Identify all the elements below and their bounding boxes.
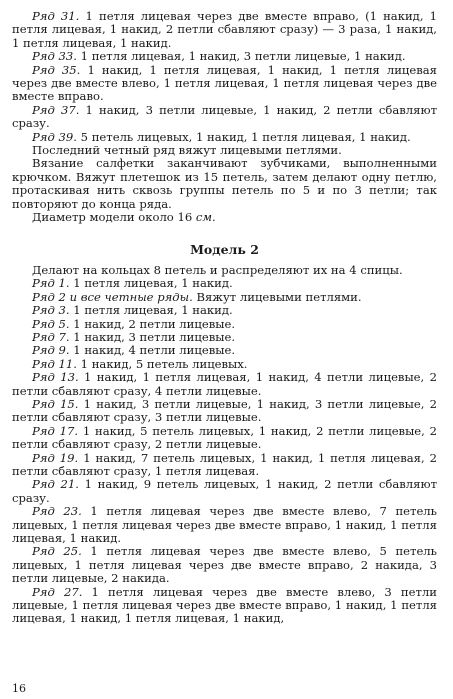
row-label: Ряд 35.: [32, 62, 81, 77]
row-21-paragraph: [12, 478, 437, 505]
row-35-paragraph: [12, 64, 437, 104]
row-text: 1 накид, 3 петли лицевые, 1 накид, 2 петли сбавляют сразу.: [12, 102, 437, 131]
row-15-paragraph: [12, 398, 437, 425]
diameter-unit: см.: [195, 210, 216, 225]
last-even-row-paragraph: [12, 144, 437, 157]
section-heading: Модель 2: [190, 241, 259, 257]
row-19-paragraph: [12, 452, 437, 479]
row-text: 1 петля лицевая, 1 накид.: [69, 303, 233, 318]
row-label: Ряд 2 и все четные ряды.: [32, 289, 193, 304]
intro-paragraph: [12, 264, 437, 277]
paragraph-text: Вязание салфетки заканчивают зубчиками, выполненными крючком. Вяжут плетешок из 15 петель, затем делают одну петлю, протаскивая нить сквозь группы петель по 5 и по 3 петли; так повторяют до конца ряда.: [12, 156, 437, 211]
row-text: 1 накид, 5 петель лицевых.: [76, 356, 248, 371]
row-5-paragraph: [12, 318, 437, 331]
row-text: 5 петель лицевых, 1 накид, 1 петля лицевая, 1 накид.: [76, 129, 411, 144]
diameter-text: Диаметр модели около 16: [32, 210, 196, 225]
row-text: 1 накид, 3 петли лицевые.: [69, 329, 235, 344]
row-label: Ряд 7.: [32, 329, 70, 344]
row-27-paragraph: [12, 586, 437, 626]
row-text: 1 петля лицевая через две вместе влево, 7 петель лицевых, 1 петля лицевая через две вместе вправо, 1 накид, 1 петля лицевая, 1 накид.: [12, 504, 437, 546]
row-label: Ряд 25.: [32, 544, 82, 559]
row-text: 1 петля лицевая через две вместе влево, 5 петель лицевых, 1 петля лицевая через две вместе вправо, 2 накида, 3 петли лицевые, 2 накида.: [12, 544, 437, 586]
row-label: Ряд 11.: [32, 356, 77, 371]
row-label: Ряд 17.: [32, 423, 79, 438]
page-number: 16: [12, 682, 26, 695]
row-31-paragraph: [12, 10, 437, 50]
row-text: 1 петля лицевая, 1 накид, 3 петли лицевые, 1 накид.: [76, 49, 406, 64]
row-text: 1 петля лицевая через две вместе вправо, (1 накид, 1 петля лицевая, 1 накид, 2 петли сбавляют сразу) — 3 раза, 1 накид, 1 петля лицевая, 1 накид.: [12, 9, 437, 50]
row-text: 1 петля лицевая через две вместе влево, 3 петли лицевые, 1 петля лицевая через две вместе вправо, 1 накид, 1 петля лицевая, 1 накид, 1 петля лицевая, 1 накид,: [12, 584, 437, 626]
row-text: 1 накид, 5 петель лицевых, 1 накид, 2 петли лицевые, 2 петли сбавляют сразу, 2 петли лицевые.: [12, 423, 438, 452]
row-text: 1 петля лицевая, 1 накид.: [69, 276, 233, 291]
row-label: Ряд 39.: [32, 129, 77, 144]
row-2-paragraph: [12, 291, 437, 304]
paragraph-text: Делают на кольцах 8 петель и распределяют их на 4 спицы.: [32, 262, 403, 277]
row-label: Ряд 31.: [32, 9, 80, 23]
row-37-paragraph: [12, 104, 437, 131]
row-13-paragraph: [12, 371, 437, 398]
row-label: Ряд 5.: [32, 316, 70, 331]
row-text: 1 накид, 9 петель лицевых, 1 накид, 2 петли сбавляют сразу.: [12, 477, 437, 505]
row-text: 1 накид, 1 петля лицевая, 1 накид, 4 петли лицевые, 2 петли сбавляют сразу, 4 петли лицевые.: [12, 370, 437, 398]
row-text: Вяжут лицевыми петлями.: [192, 289, 362, 304]
row-39-paragraph: [12, 131, 437, 144]
page-body: [12, 10, 437, 626]
row-1-paragraph: [12, 277, 437, 290]
row-label: Ряд 21.: [32, 477, 79, 492]
row-7-paragraph: [12, 331, 437, 344]
row-11-paragraph: [12, 358, 437, 371]
row-3-paragraph: [12, 304, 437, 317]
row-text: 1 накид, 3 петли лицевые, 1 накид, 3 петли лицевые, 2 петли сбавляют сразу, 3 петли лицевые.: [12, 396, 438, 425]
row-label: Ряд 15.: [32, 396, 79, 411]
row-17-paragraph: [12, 425, 437, 452]
row-9-paragraph: [12, 344, 437, 357]
row-label: Ряд 13.: [32, 370, 79, 385]
row-label: Ряд 9.: [32, 343, 70, 358]
row-label: Ряд 33.: [32, 49, 77, 64]
row-33-paragraph: [12, 50, 437, 63]
paragraph-text: Последний четный ряд вяжут лицевыми петлями.: [32, 143, 342, 158]
row-text: 1 накид, 7 петель лицевых, 1 накид, 1 петля лицевая, 2 петли сбавляют сразу, 1 петля лицевая.: [12, 450, 438, 478]
row-text: 1 накид, 2 петли лицевые.: [69, 316, 235, 331]
edging-paragraph: [12, 157, 437, 211]
row-text: 1 накид, 4 петли лицевые.: [69, 343, 235, 358]
row-23-paragraph: [12, 505, 437, 545]
row-label: Ряд 23.: [32, 504, 82, 519]
row-label: Ряд 1.: [32, 276, 70, 291]
row-label: Ряд 19.: [32, 450, 79, 465]
row-text: 1 накид, 1 петля лицевая, 1 накид, 1 петля лицевая через две вместе влево, 1 петля лицевая, 1 петля лицевая через две вместе вправо.: [12, 62, 437, 104]
row-label: Ряд 27.: [32, 584, 83, 599]
row-label: Ряд 3.: [32, 303, 70, 318]
diameter-paragraph: [12, 211, 437, 224]
row-25-paragraph: [12, 545, 437, 585]
row-label: Ряд 37.: [32, 102, 80, 117]
